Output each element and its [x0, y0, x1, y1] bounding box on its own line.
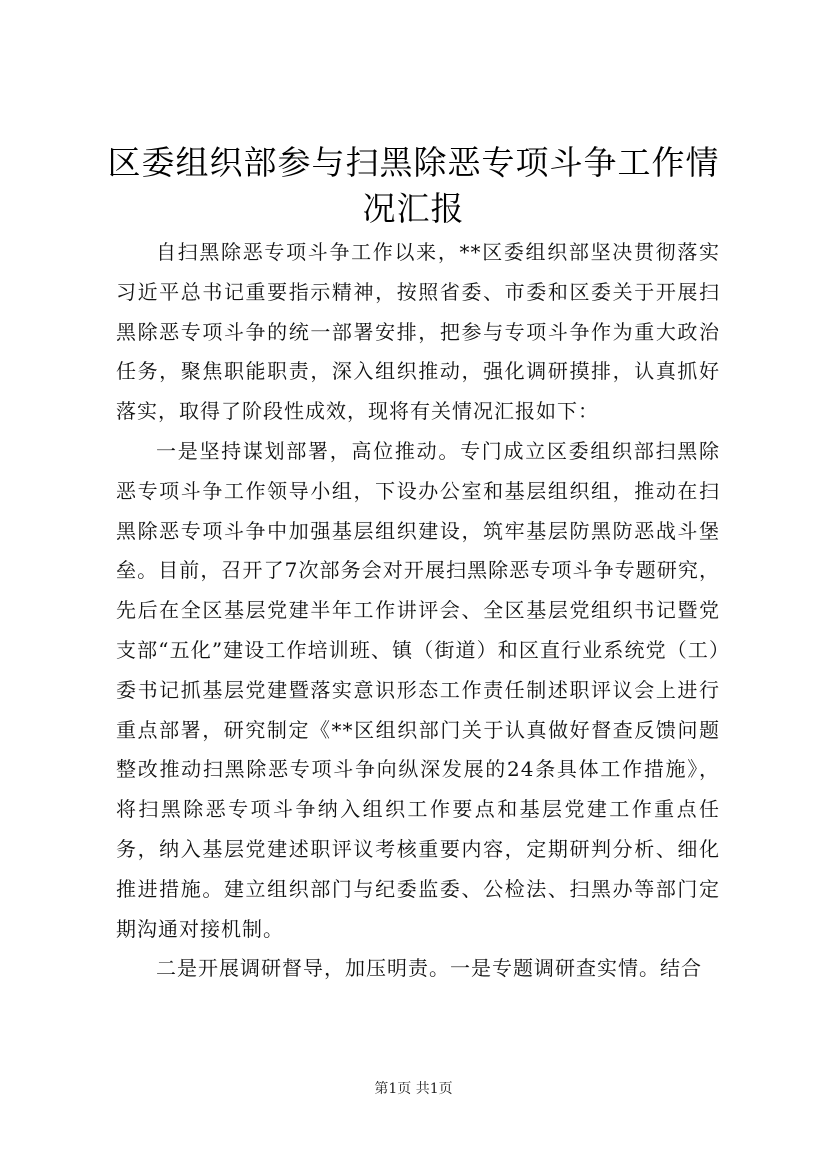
document-title: 区委组织部参与扫黑除恶专项斗争工作情况汇报 [107, 143, 720, 228]
paragraph-intro: 自扫黑除恶专项斗争工作以来，**区委组织部坚决贯彻落实习近平总书记重要指示精神，按照省委、市委和区委关于开展扫黑除恶专项斗争的统一部署安排，把参与专项斗争作为重大政治任务，聚焦职能职责，深入组织推动，强化调研摸排，认真抓好落实，取得了阶段性成效，现将有关情况汇报如下： [116, 240, 720, 424]
page-footer: 第1页 共1页 [374, 1081, 453, 1097]
paragraph-planning: 一是坚持谋划部署，高位推动。专门成立区委组织部扫黑除恶专项斗争工作领导小组，下设办公室和基层组织组，推动在扫黑除恶专项斗争中加强基层组织建设，筑牢基层防黑防恶战斗堡垒。目前，召开了7次部务会对开展扫黑除恶专项斗争专题研究，先后在全区基层党建半年工作讲评会、全区基层党组织书记暨党支部“五化”建设工作培训班、镇（街道）和区直行业系统党（工）委书记抓基层党建暨落实意识形态工作责任制述职评议会上进行重点部署，研究制定《**区组织部门关于认真做好督查反馈问题整改推动扫黑除恶专项斗争向纵深发展的24条具体工作措施》，将扫黑除恶专项斗争纳入组织工作要点和基层党建工作重点任务，纳入基层党建述职评议考核重要内容，定期研判分析、细化推进措施。建立组织部门与纪委监委、公检法、扫黑办等部门定期沟通对接机制。 [116, 438, 720, 941]
paragraph-research: 二是开展调研督导，加压明责。一是专题调研查实情。结合 [156, 956, 702, 981]
document-body [116, 233, 720, 989]
